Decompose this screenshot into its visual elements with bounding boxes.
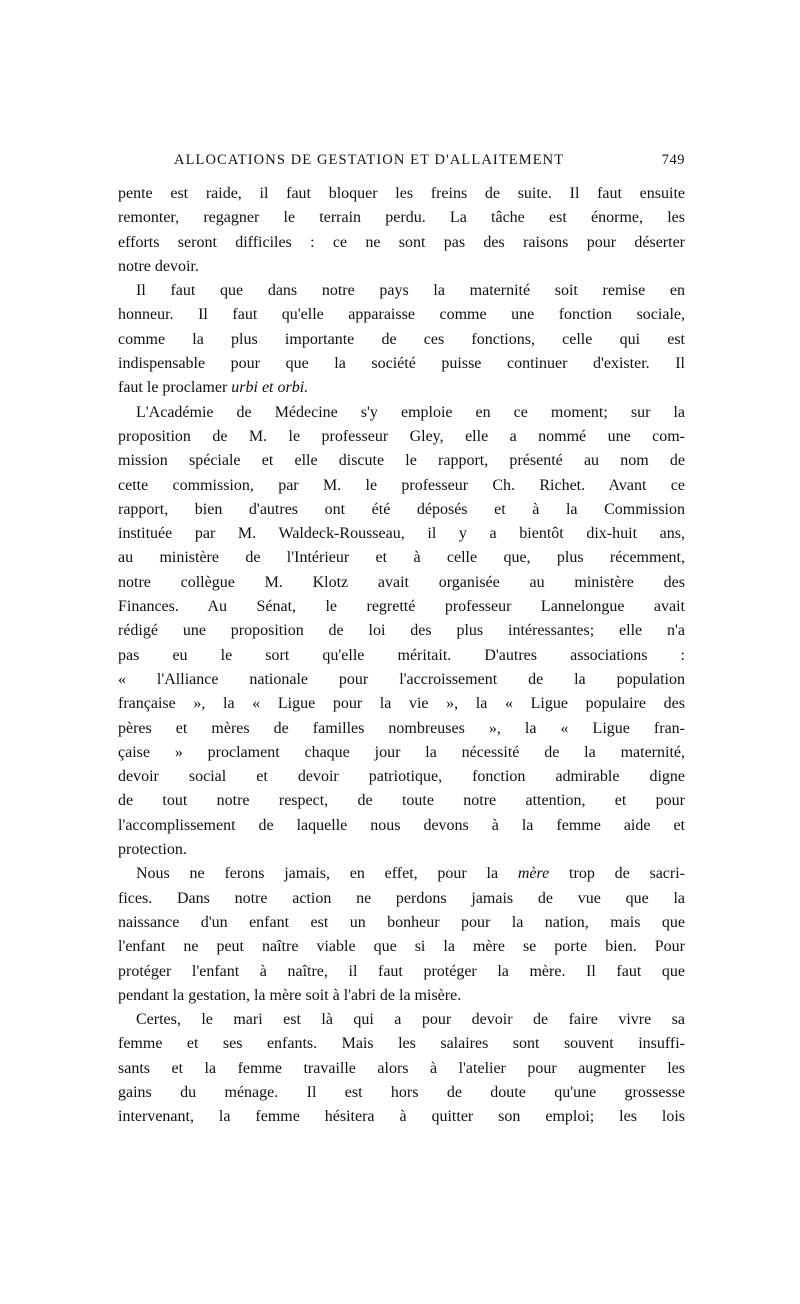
text-line: pères et mères de familles nombreuses », la « Ligue fran-: [118, 719, 685, 737]
text-line: l'accomplissement de laquelle nous devons à la femme aide et: [118, 816, 685, 834]
running-header: [118, 148, 685, 172]
text-line: instituée par M. Waldeck-Rousseau, il y a bientôt dix-huit ans,: [118, 525, 685, 543]
text-line: l'enfant ne peut naître viable que si la mère se porte bien. Pour: [118, 938, 685, 956]
text-line: pendant la gestation, la mère soit à l'abri de la misère.: [118, 986, 462, 1004]
text-line: Certes, le mari est là qui a pour devoir de faire vivre sa: [136, 1011, 685, 1029]
text-line: Il faut que dans notre pays la maternité soit remise en: [136, 282, 685, 300]
text-line: de tout notre respect, de toute notre attention, et pour: [118, 792, 685, 810]
text-line: protéger l'enfant à naître, il faut protéger la mère. Il faut que: [118, 962, 685, 980]
text-line: rédigé une proposition de loi des plus intéressantes; elle n'a: [118, 622, 685, 640]
text-line: sants et la femme travaille alors à l'atelier pour augmenter les: [118, 1059, 685, 1077]
text-line: proposition de M. le professeur Gley, elle a nommé une com-: [118, 427, 685, 445]
text-line: protection.: [118, 841, 187, 859]
text-line: française », la « Ligue pour la vie », la « Ligue populaire des: [118, 695, 685, 713]
text-line: honneur. Il faut qu'elle apparaisse comme une fonction sociale,: [118, 306, 685, 324]
text-line: rapport, bien d'autres ont été déposés et à la Commission: [118, 500, 685, 518]
text-line: notre collègue M. Klotz avait organisée au ministère des: [118, 573, 685, 591]
text-line: comme la plus importante de ces fonctions, celle qui est: [118, 330, 685, 348]
text-line: fices. Dans notre action ne perdons jamais de vue que la: [118, 889, 685, 907]
text-line: cette commission, par M. le professeur Ch. Richet. Avant ce: [118, 476, 685, 494]
text-line: pas eu le sort qu'elle méritait. D'autres associations :: [118, 646, 685, 664]
page-number: 749: [661, 152, 685, 168]
text-line: naissance d'un enfant est un bonheur pour la nation, mais que: [118, 913, 685, 931]
text-line: L'Académie de Médecine s'y emploie en ce moment; sur la: [136, 403, 685, 421]
text-line: intervenant, la femme hésitera à quitter son emploi; les lois: [118, 1108, 685, 1126]
text-line: devoir social et devoir patriotique, fonction admirable digne: [118, 768, 685, 786]
text-line: remonter, regagner le terrain perdu. La tâche est énorme, les: [118, 209, 685, 227]
text-line: notre devoir.: [118, 257, 199, 275]
running-header-title: ALLOCATIONS DE GESTATION ET D'ALLAITEMENT: [174, 152, 565, 168]
text-line: faut le proclamer urbi et orbi.: [118, 379, 309, 397]
body-text: [118, 185, 685, 1133]
text-line: çaise » proclament chaque jour la nécessité de la maternité,: [118, 743, 685, 761]
text-line: Nous ne ferons jamais, en effet, pour la mère trop de sacri-: [136, 865, 685, 883]
text-line: Finances. Au Sénat, le regretté professeur Lannelongue avait: [118, 598, 685, 616]
text-line: efforts seront difficiles : ce ne sont pas des raisons pour déserter: [118, 233, 685, 251]
text-line: gains du ménage. Il est hors de doute qu'une grossesse: [118, 1083, 685, 1101]
book-page: [118, 148, 685, 1133]
text-line: au ministère de l'Intérieur et à celle que, plus récemment,: [118, 549, 685, 567]
text-line: « l'Alliance nationale pour l'accroissement de la population: [118, 670, 685, 688]
text-line: mission spéciale et elle discute le rapport, présenté au nom de: [118, 452, 685, 470]
text-line: indispensable pour que la société puisse continuer d'exister. Il: [118, 355, 685, 373]
text-line: femme et ses enfants. Mais les salaires sont souvent insuffi-: [118, 1035, 685, 1053]
text-line: pente est raide, il faut bloquer les freins de suite. Il faut ensuite: [118, 185, 685, 202]
